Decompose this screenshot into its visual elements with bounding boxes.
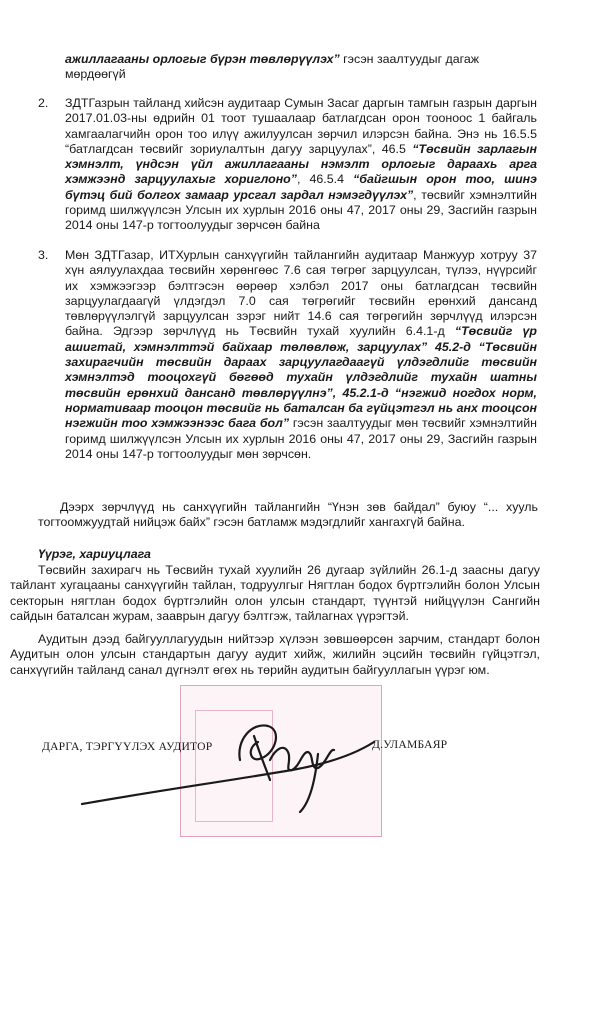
signatory-name: Д.УЛАМБАЯР [372,738,448,751]
section-heading: Үүрэг, хариуцлага [38,547,151,561]
conclusion-paragraph: Дээрх зөрчлүүд нь санхүүгийн тайлангийн “Үнэн зөв байдал” буюу “... хууль тогтоомжуудтай нийцэж байх” гэсэн батламж мэдэгдлийг хангахгүй байна. [38,500,538,530]
emphasis-text: “Төсвийн зарлагын хэмнэлт, үндсэн үйл ажиллагааны нэмэлт орлогыг дараахь арга хэмжээнд зарцуулахыг хориглоно” [65,141,537,187]
continuation-text: гэсэн заалтуудыг дагаж [339,52,480,66]
item-number: 2. [38,96,49,110]
body-text: , 46.5.4 [296,172,354,187]
body-text: гэсэн заалтуудыг мөн төсвийг хэмнэлтийн горимд шилжүүлсэн Улсын их хурлын 2016 оны 47, 2017 оны 29, Засгийн газрын 2014 оны 147-р тогтоолуудыг мөн зөрчсөн. [65,416,537,461]
item-number: 3. [38,248,49,262]
emphasis-text: “байгшын орон тоо, шинэ бүтэц бий болгох замаар урсгал зардал нэмэгдүүлэх” [65,172,537,202]
responsibility-paragraph-2: Аудитын дээд байгууллагуудын нийтээр хүлээн зөвшөөрсөн зарчим, стандарт болон Аудитын олон улсын стандартын дагуу аудит хийж, жилийн эцсийн төсвийн гүйцэтгэл, санхүүгийн тайланд санал дүгнэлт өгөх нь төрийн аудитын байгууллагын үүрэг юм. [10,632,540,677]
emphasis-text: “Төсвийг үр ашигтай, хэмнэлттэй байхаар төлөвлөж, зарцуулах” [65,324,537,354]
continuation-line-2: мөрдөөгүй [65,67,126,81]
signatory-title: ДАРГА, ТЭРГҮҮЛЭХ АУДИТОР [42,740,213,753]
responsibility-paragraph-1: Төсвийн захирагч нь Төсвийн тухай хуулийн 26 дугаар зүйлийн 26.1-д заасны дагуу тайлант хугацааны санхүүгийн тайлан, тодруулгыг Нягтлан бодох бүртгэлийн болон Улсын секторын нягтлан бодох бүртгэлийн олон улсын стандарт, түүнтэй нийцүүлэн Сангийн сайдын баталсан журам, зааврын дагуу бэлтгэж, тайлагнах үүрэгтэй. [10,563,540,623]
continuation-bold: ажиллагааны орлогыг бүрэн төвлөрүүлэх” [65,52,340,66]
emphasis-text: 45.2-д “Төсвийн захирагчийн төсвийн дараах зарцуулагдаагүй үлдэгдлийг төсвийн хэмнэлтэд тооцохгүй бөгөөд тухайн үлдэгдлийг тухайн шатны төсвийн ерөнхий дансанд төвлөрүүлнэ”, 45.2.1-д “нэгжид ногдох норм, нормативаар тооцон төсвийг нь баталсан ба гүйцэтгэл нь анх тооцсон нэгжийн тоо хэмжээнээс бага бол” [65,339,537,431]
body-text: , төсвийг хэмнэлтийн горимд шилжүүлсэн Улсын их хурлын 2016 оны 47, 2017 оны 29, Засгийн газрын 2014 оны 147-р тогтоолуудыг зөрчсөн байна [65,187,537,233]
body-text: Мөн ЗДТГазар, ИТХурлын санхүүгийн тайлангийн аудитаар Манжуур хотруу 37 хүн аялуулахдаа төсвийн хөрөнгөөс 7.6 сая төгрөг зарцуулсан, түлээ, нүүрсийг их хэмжээгээр бэлтгэсэн өөрөөр хэлбэл 2017 оны батлагдсан төсвийн зарцуулагдаагүй үлдэгдэл 7.0 сая төгрөгийг төсвийн ерөнхий дансанд төвлөрүүлэлгүй зарцуулсан зэрэг нийт 14.6 сая төгрөгийн зөрчлүүд илэрсэн байна. Эдгээр зөрчлүүд нь Төсвийн тухай хуулийн 6.4.1-д [65,248,537,339]
body-text: ЗДТГазрын тайланд хийсэн аудитаар Сумын Засаг даргын тамгын газрын даргын 2017.01.03-ны өдрийн 01 тоот тушаалаар батлагдсан орон тооноос 1 байгаль хамгаалагчийн орон тоо илүү ажилуулсан зөрчил илэрсэн байна. Энэ нь 16.5.5 “батлагдсан төсвийг зориулалтын дагуу зарцуулах”, 46.5 [65,96,537,156]
